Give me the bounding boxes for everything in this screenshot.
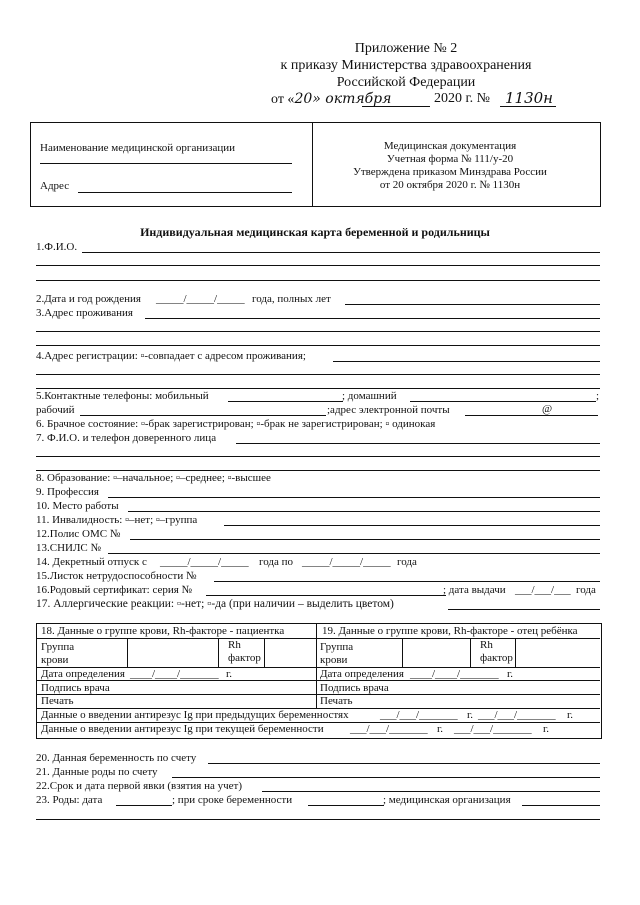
field-15-label: 15.Листок нетрудоспособности №: [36, 570, 197, 582]
field-5-label: 5.Контактные телефоны: мобильный: [36, 390, 209, 402]
field-23-term-label: ; при сроке беременности: [172, 794, 293, 806]
field-4-line2[interactable]: [36, 374, 600, 375]
blood-row-line-4: [36, 694, 600, 695]
field-5-home-input[interactable]: [410, 401, 596, 402]
field-6-label: 6. Брачное состояние: ▫-брак зарегистрирован; ▫-брак не зарегистрирован; ▫ одинокая: [36, 418, 436, 430]
field-3-line2[interactable]: [36, 331, 600, 332]
field-10-input[interactable]: [128, 511, 600, 512]
patient-rh-label-1: Rh: [228, 639, 241, 651]
anti-ig-current-year-1: г.: [437, 723, 444, 735]
field-5-at-sign: @: [542, 403, 553, 415]
field-13-input[interactable]: [108, 553, 600, 554]
date-year: 2020 г. №: [434, 91, 491, 106]
field-2-label-b: года, полных лет: [252, 293, 331, 305]
field-12-input[interactable]: [130, 539, 600, 540]
father-group-label-1: Группа: [320, 641, 354, 653]
field-14-to-date[interactable]: _____/_____/_____: [302, 556, 391, 568]
father-det-year: г.: [507, 668, 514, 680]
field-22-input[interactable]: [262, 791, 600, 792]
header-box-divider: [312, 122, 313, 206]
field-14-year-label: года: [397, 556, 417, 568]
father-rh-label-2: фактор: [480, 652, 513, 664]
patient-cell-div-3: [264, 638, 265, 667]
field-21-label: 21. Данные роды по счету: [36, 766, 158, 778]
order-underline: [500, 106, 556, 107]
patient-det-date-blanks[interactable]: ____/____/_______: [130, 668, 219, 680]
anti-ig-current-year-2: г.: [543, 723, 550, 735]
anti-ig-current-date-2[interactable]: ___/___/_______: [454, 723, 532, 735]
field-16-date-label: ; дата выдачи: [443, 584, 506, 596]
field-20-input[interactable]: [208, 763, 600, 764]
father-cell-div-3: [515, 638, 516, 667]
date-month-underline: [362, 106, 430, 107]
field-11-input[interactable]: [224, 525, 600, 526]
blood-row-line-3: [36, 680, 600, 681]
org-name-field[interactable]: [40, 163, 292, 164]
field-5-semicolon: ;: [596, 390, 600, 402]
date-month: » октября: [312, 91, 392, 107]
patient-cell-div-2: [218, 638, 219, 667]
field-23-line2[interactable]: [36, 819, 600, 820]
field-5-home-label: ; домашний: [342, 390, 397, 402]
field-7-input[interactable]: [236, 443, 600, 444]
field-7-label: 7. Ф.И.О. и телефон доверенного лица: [36, 432, 217, 444]
field-16-series-input[interactable]: [206, 595, 446, 596]
field-5-email-input[interactable]: [465, 415, 598, 416]
field-10-label: 10. Место работы: [36, 500, 119, 512]
field-3-input[interactable]: [145, 318, 600, 319]
doc-line3: Утверждена приказом Минздрава России: [353, 166, 547, 178]
father-cell-div-1: [402, 638, 403, 667]
doc-line4: от 20 октября 2020 г. № 1130н: [379, 179, 521, 191]
field-1-line2[interactable]: [36, 265, 600, 266]
father-det-date-blanks[interactable]: ____/____/_______: [410, 668, 499, 680]
field-20-label: 20. Данная беременность по счету: [36, 752, 197, 764]
field-23-label: 23. Роды: дата: [36, 794, 103, 806]
field-2-label: 2.Дата и год рождения: [36, 293, 141, 305]
patient-det-year: г.: [226, 668, 233, 680]
field-12-label: 12.Полис ОМС №: [36, 528, 121, 540]
father-group-label-2: крови: [320, 654, 348, 666]
anti-ig-previous-year-1: г.: [467, 709, 474, 721]
father-det-date-label: Дата определения: [320, 668, 404, 680]
field-13-label: 13.СНИЛС №: [36, 542, 102, 554]
appendix-title: Приложение № 2: [354, 41, 458, 56]
order-number: 1130н: [505, 89, 554, 107]
field-4-line3[interactable]: [36, 388, 600, 389]
field-17-input[interactable]: [448, 609, 600, 610]
field-23-org-label: ; медицинская организация: [383, 794, 511, 806]
field-23-org-input[interactable]: [522, 805, 600, 806]
doc-line2: Учетная форма № 111/у-20: [386, 153, 514, 165]
field-23-date-input[interactable]: [116, 805, 172, 806]
doc-line1: Медицинская документация: [383, 140, 517, 152]
patient-group-label-2: крови: [41, 654, 69, 666]
anti-ig-previous-label: Данные о введении антирезус Ig при предыдущих беременностях: [41, 709, 349, 721]
father-stamp: Печать: [320, 695, 353, 707]
date-prefix: от «: [271, 92, 295, 107]
blood-header-19: 19. Данные о группе крови, Rh-факторе - отец ребёнка: [322, 625, 578, 637]
patient-cell-div-1: [127, 638, 128, 667]
field-14-from-date[interactable]: _____/_____/_____: [160, 556, 249, 568]
father-doctor-sign: Подпись врача: [320, 682, 389, 694]
blood-table-divider: [316, 623, 317, 708]
field-8-label: 8. Образование: ▫–начальное; ▫–среднее; ▫-высшее: [36, 472, 271, 484]
field-21-input[interactable]: [172, 777, 600, 778]
field-1-input[interactable]: [82, 252, 600, 253]
field-14-to-label: года по: [259, 556, 294, 568]
org-address-label: Адрес: [40, 180, 70, 192]
field-5-email-label: ;адрес электронной почты: [327, 404, 450, 416]
field-16-year-label: года: [576, 584, 596, 596]
field-4-input[interactable]: [333, 361, 600, 362]
field-1-label: 1.Ф.И.О.: [36, 241, 78, 253]
org-address-field[interactable]: [78, 192, 292, 193]
anti-ig-previous-date-2[interactable]: ___/___/_______: [478, 709, 556, 721]
patient-stamp: Печать: [41, 695, 74, 707]
patient-rh-label-2: фактор: [228, 652, 261, 664]
form-title: Индивидуальная медицинская карта беременной и родильницы: [140, 225, 490, 239]
patient-det-date-label: Дата определения: [41, 668, 125, 680]
field-5-work-input[interactable]: [80, 415, 326, 416]
anti-ig-current-label: Данные о введении антирезус Ig при текущей беременности: [41, 723, 324, 735]
field-4-label: 4.Адрес регистрации: ▫-совпадает с адресом проживания;: [36, 350, 306, 362]
field-16-date-blanks[interactable]: ___/___/___: [515, 584, 571, 596]
field-9-label: 9. Профессия: [36, 486, 99, 498]
field-22-label: 22.Срок и дата первой явки (взятия на учет): [36, 780, 243, 792]
field-2-age-input[interactable]: [345, 304, 600, 305]
field-5-mobile-input[interactable]: [228, 401, 343, 402]
field-16-label: 16.Родовый сертификат: серия №: [36, 584, 193, 596]
field-15-input[interactable]: [214, 581, 600, 582]
field-3-label: 3.Адрес проживания: [36, 307, 133, 319]
anti-ig-previous-date-1[interactable]: ___/___/_______: [380, 709, 458, 721]
date-day: 20: [294, 91, 313, 107]
field-3-line3[interactable]: [36, 345, 600, 346]
field-7-line2[interactable]: [36, 456, 600, 457]
blood-header-18: 18. Данные о группе крови, Rh-факторе - пациентка: [41, 625, 285, 637]
appendix-line2: к приказу Министерства здравоохранения: [280, 58, 532, 73]
anti-ig-current-date-1[interactable]: ___/___/_______: [350, 723, 428, 735]
field-7-line3[interactable]: [36, 470, 600, 471]
field-5-work-label: рабочий: [36, 404, 75, 416]
appendix-line3: Российской Федерации: [336, 75, 476, 90]
anti-ig-previous-year-2: г.: [567, 709, 574, 721]
father-cell-div-2: [470, 638, 471, 667]
patient-doctor-sign: Подпись врача: [41, 682, 110, 694]
field-14-label: 14. Декретный отпуск с: [36, 556, 147, 568]
field-23-term-input[interactable]: [308, 805, 384, 806]
org-name-label: Наименование медицинской организации: [40, 142, 235, 154]
field-2-date-blanks[interactable]: _____/_____/_____: [156, 293, 245, 305]
field-9-input[interactable]: [108, 497, 600, 498]
field-11-label: 11. Инвалидность: ▫–нет; ▫–группа: [36, 514, 198, 526]
father-rh-label-1: Rh: [480, 639, 493, 651]
patient-group-label-1: Группа: [41, 641, 75, 653]
field-1-line3[interactable]: [36, 280, 600, 281]
field-17-label: 17. Аллергические реакции: ▫-нет; ▫-да (при наличии – выделить цветом): [36, 598, 394, 610]
